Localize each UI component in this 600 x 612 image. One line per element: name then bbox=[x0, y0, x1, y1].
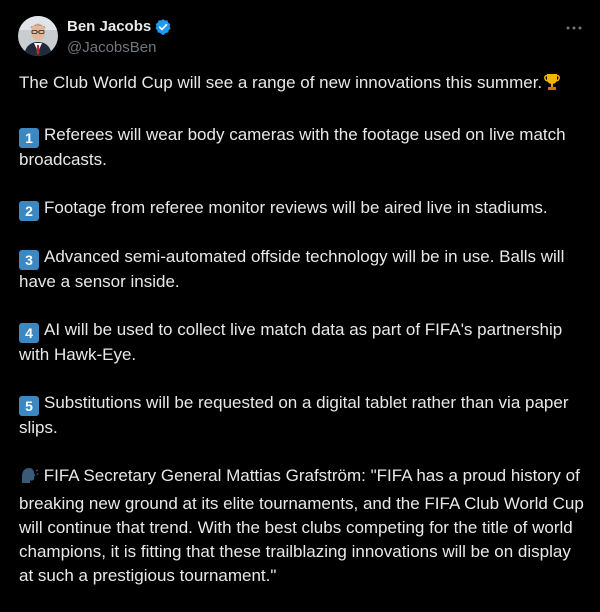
keycap-3-icon: 3 bbox=[19, 250, 39, 270]
quote-text: FIFA Secretary General Mattias Grafström: "FIFA has a proud history of breaking new ground at its elite tournaments, and the FIFA Club World Cup will continue that trend. With the best clubs competing for the title of world champions, it is fitting that these trailblazing innovations will be on display at such a prestigious tournament." bbox=[19, 466, 584, 585]
list-item-2 bbox=[19, 196, 584, 221]
intro-text: The Club World Cup will see a range of new innovations this summer. bbox=[19, 73, 543, 92]
more-options-icon[interactable] bbox=[562, 18, 586, 38]
keycap-4-icon: 4 bbox=[19, 323, 39, 343]
list-item-5 bbox=[19, 391, 584, 440]
verified-badge-icon[interactable] bbox=[154, 18, 172, 36]
author-display-name[interactable]: Ben Jacobs bbox=[67, 18, 152, 35]
list-item-text: Referees will wear body cameras with the footage used on live match broadcasts. bbox=[19, 125, 566, 169]
list-item-3 bbox=[19, 245, 584, 294]
quote-paragraph bbox=[19, 464, 584, 588]
avatar[interactable] bbox=[18, 16, 58, 56]
list-item-text: Advanced semi-automated offside technology will be in use. Balls will have a sensor inside. bbox=[19, 247, 565, 291]
tweet-body bbox=[19, 71, 584, 612]
trophy-icon bbox=[542, 72, 562, 99]
author-handle[interactable]: @JacobsBen bbox=[67, 39, 157, 56]
list-item-1 bbox=[19, 123, 584, 172]
list-item-text: Substitutions will be requested on a digital tablet rather than via paper slips. bbox=[19, 393, 569, 437]
list-item-text: AI will be used to collect live match data as part of FIFA's partnership with Hawk-Eye. bbox=[19, 320, 563, 364]
list-item-4 bbox=[19, 318, 584, 367]
author-name-row bbox=[67, 17, 172, 37]
keycap-1-icon: 1 bbox=[19, 128, 39, 148]
intro-paragraph bbox=[19, 71, 584, 99]
keycap-2-icon: 2 bbox=[19, 201, 39, 221]
speaking-head-icon bbox=[19, 465, 39, 492]
keycap-5-icon: 5 bbox=[19, 396, 39, 416]
list-item-text: Footage from referee monitor reviews will be aired live in stadiums. bbox=[44, 198, 548, 217]
